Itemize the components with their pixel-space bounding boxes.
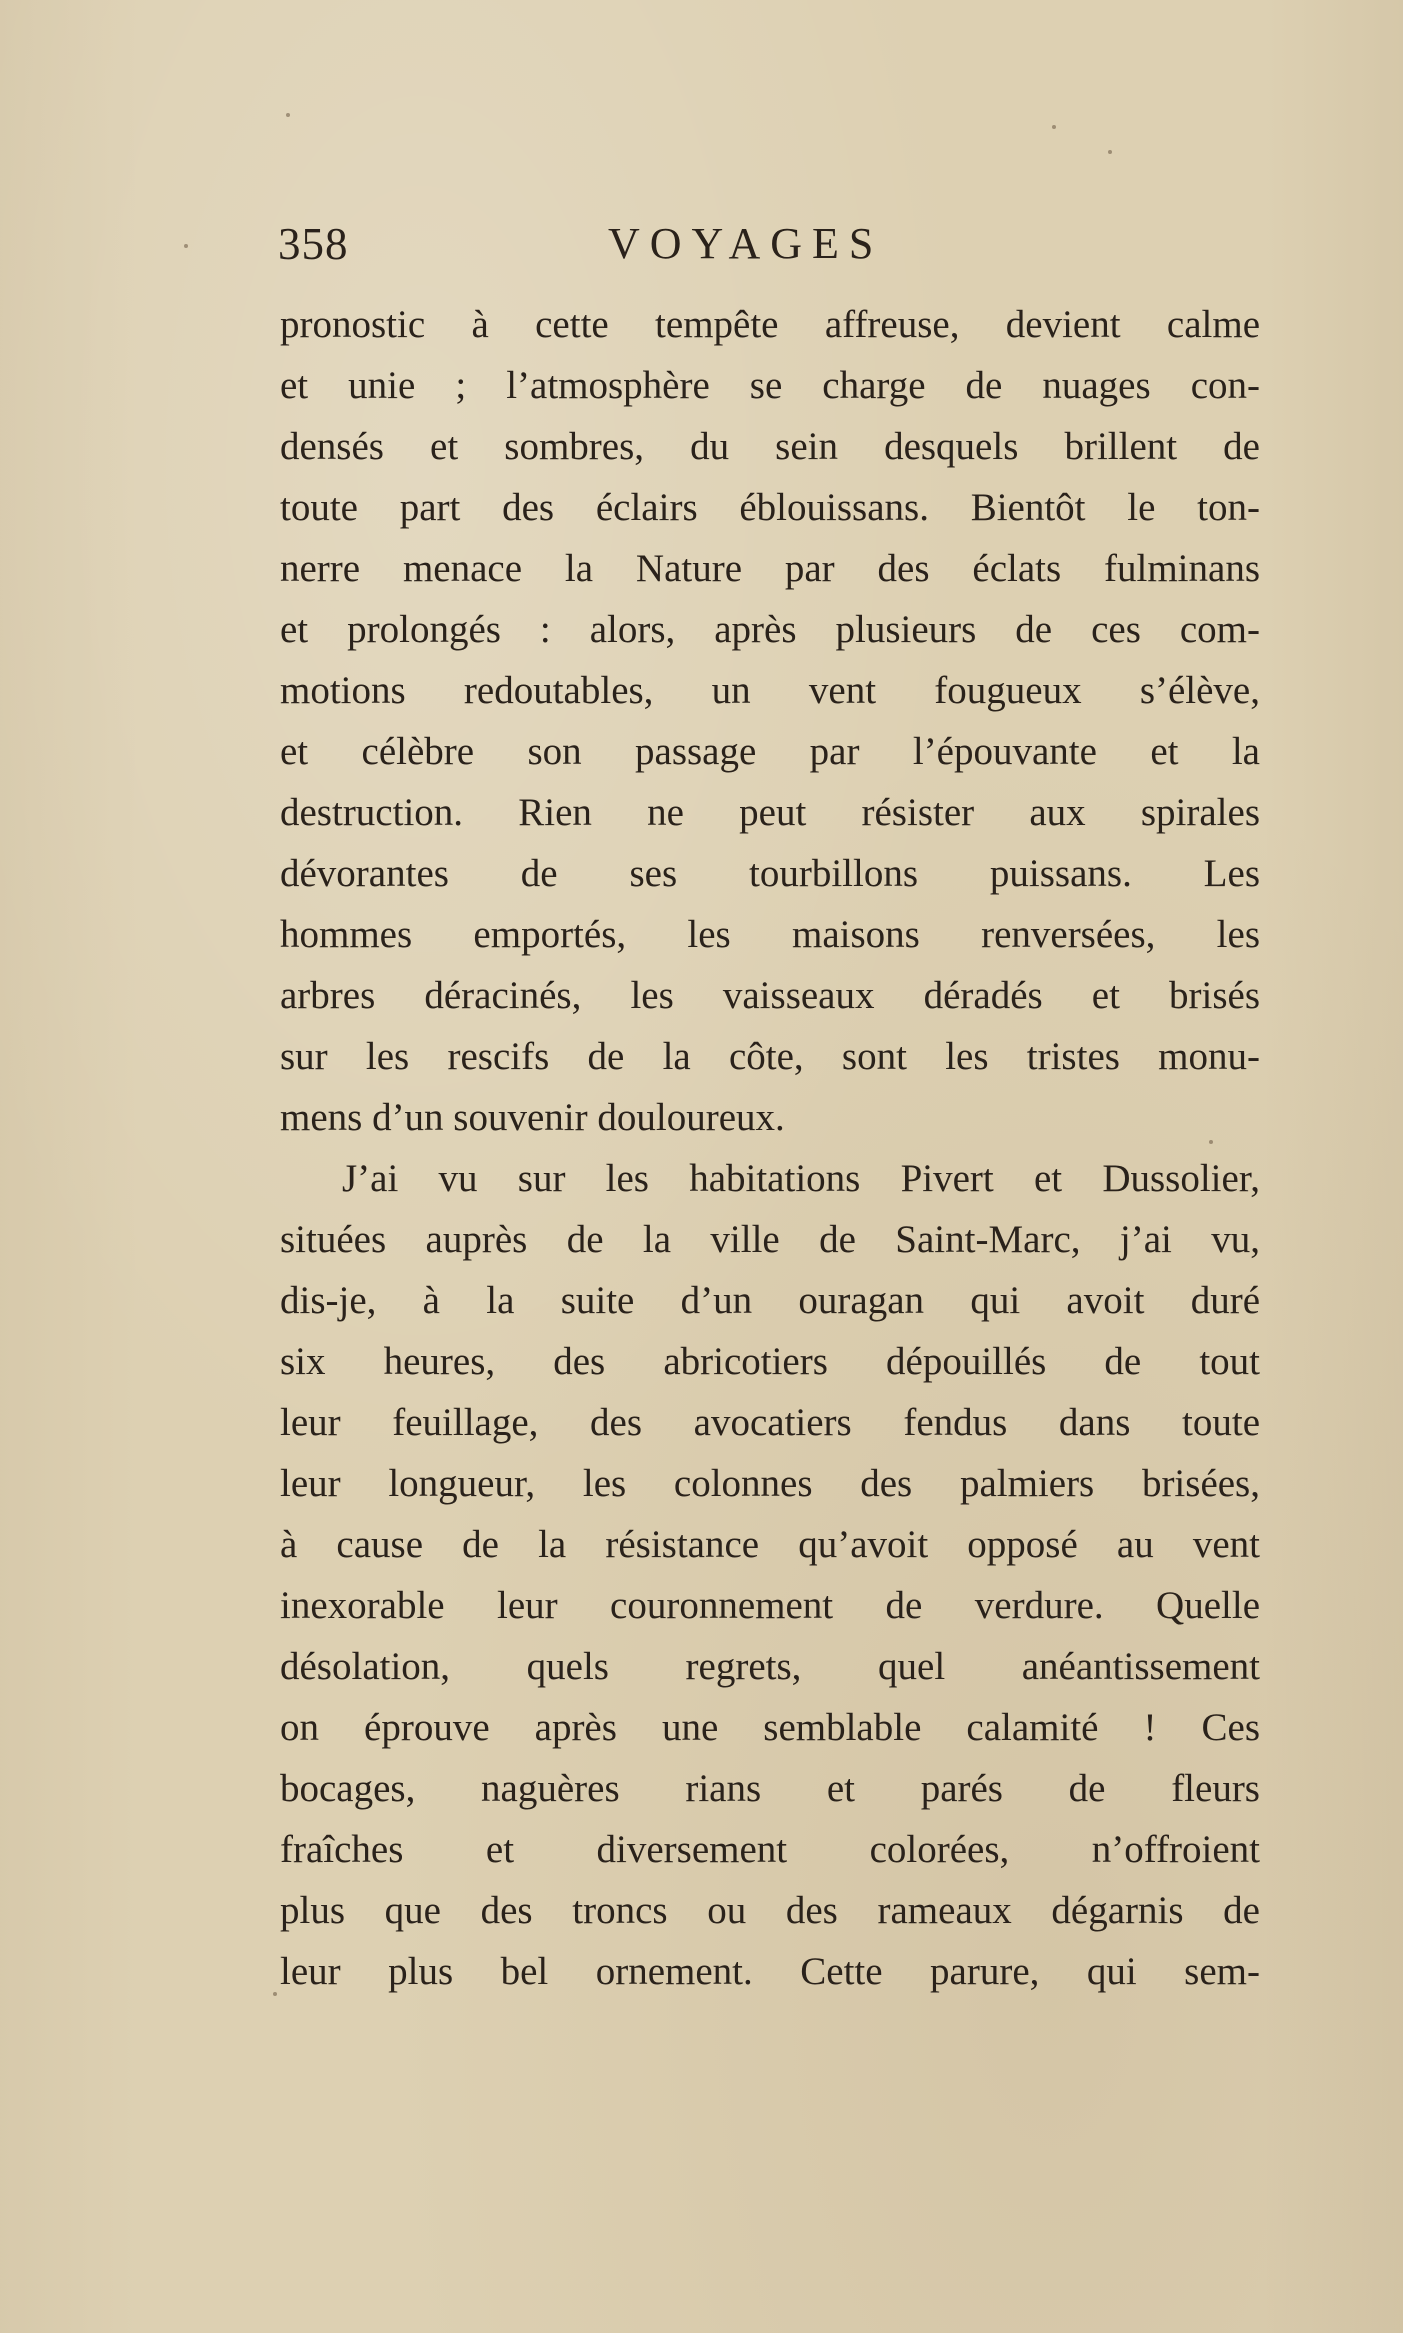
paragraph-end-line: mens d’un souvenir douloureux.: [280, 1096, 785, 1139]
text-line: on éprouve après une semblable calamité ! Ces: [280, 1706, 1260, 1749]
text-line: sur les rescifs de la côte, sont les tristes monu-: [280, 1035, 1260, 1078]
paragraph-first-line: J’ai vu sur les habitations Pivert et Dussolier,: [342, 1157, 1260, 1200]
text-line: leur feuillage, des avocatiers fendus dans toute: [280, 1401, 1260, 1444]
paper-spot: [1052, 125, 1056, 129]
paper-spot: [273, 1992, 277, 1996]
text-line: et unie ; l’atmosphère se charge de nuages con-: [280, 364, 1260, 407]
text-line: inexorable leur couronnement de verdure. Quelle: [280, 1584, 1260, 1627]
text-line: et prolongés : alors, après plusieurs de ces com-: [280, 608, 1260, 651]
text-line: six heures, des abricotiers dépouillés de tout: [280, 1340, 1260, 1383]
running-head: [278, 214, 988, 274]
running-title: VOYAGES: [608, 219, 884, 268]
text-line: densés et sombres, du sein desquels brillent de: [280, 425, 1260, 468]
text-line: destruction. Rien ne peut résister aux spirales: [280, 791, 1260, 834]
text-line: dévorantes de ses tourbillons puissans. Les: [280, 852, 1260, 895]
text-line: bocages, naguères rians et parés de fleurs: [280, 1767, 1260, 1810]
page-number: 358: [278, 219, 349, 269]
text-line: désolation, quels regrets, quel anéantissement: [280, 1645, 1260, 1688]
body-text: [280, 294, 1260, 2002]
text-line: situées auprès de la ville de Saint-Marc, j’ai vu,: [280, 1218, 1260, 1261]
text-line: et célèbre son passage par l’épouvante et la: [280, 730, 1260, 773]
text-line: hommes emportés, les maisons renversées, les: [280, 913, 1260, 956]
text-line: fraîches et diversement colorées, n’offroient: [280, 1828, 1260, 1871]
text-line: pronostic à cette tempête affreuse, devient calme: [280, 303, 1260, 346]
paper-spot: [184, 244, 188, 248]
text-line: toute part des éclairs éblouissans. Bientôt le ton-: [280, 486, 1260, 529]
text-line: dis-je, à la suite d’un ouragan qui avoit duré: [280, 1279, 1260, 1322]
text-line: leur longueur, les colonnes des palmiers brisées,: [280, 1462, 1260, 1505]
paper-spot: [1108, 150, 1112, 154]
paper-spot: [286, 113, 290, 117]
text-line: à cause de la résistance qu’avoit opposé au vent: [280, 1523, 1260, 1566]
text-line: plus que des troncs ou des rameaux dégarnis de: [280, 1889, 1260, 1932]
text-line: nerre menace la Nature par des éclats fulminans: [280, 547, 1260, 590]
text-line: leur plus bel ornement. Cette parure, qui sem-: [280, 1950, 1260, 1993]
text-line: motions redoutables, un vent fougueux s’élève,: [280, 669, 1260, 712]
text-line: arbres déracinés, les vaisseaux déradés et brisés: [280, 974, 1260, 1017]
